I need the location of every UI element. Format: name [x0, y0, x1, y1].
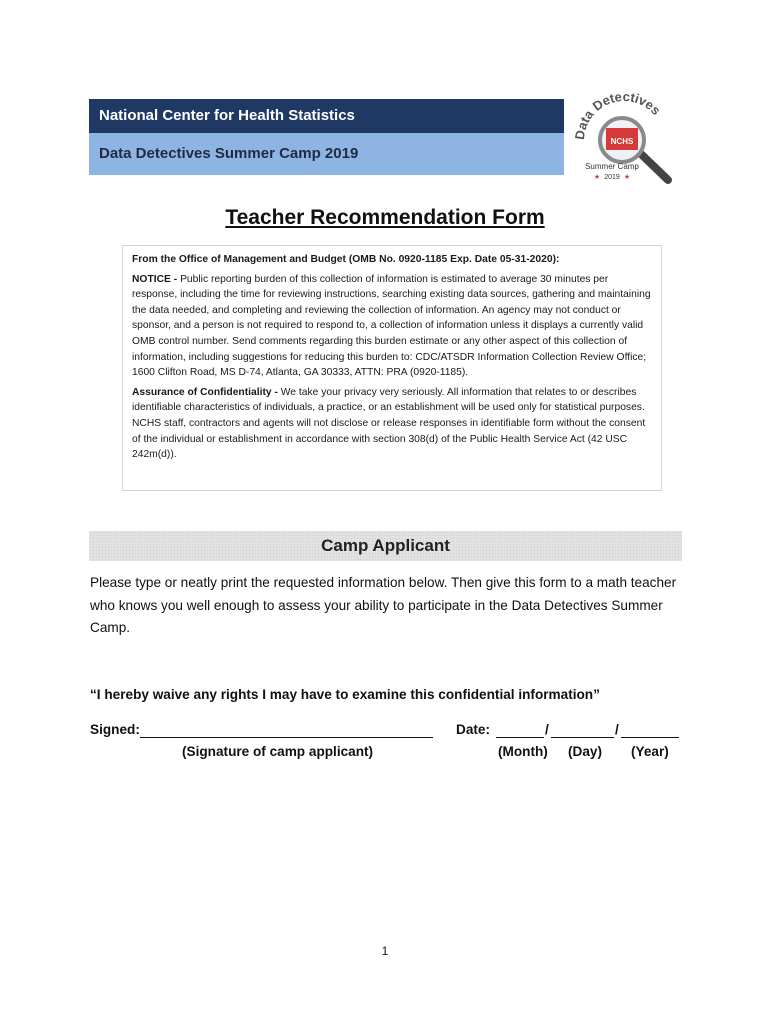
- omb-line: From the Office of Management and Budget (OMB No. 0920-1185 Exp. Date 05-31-2020):: [132, 254, 560, 265]
- year-caption: (Year): [631, 744, 669, 759]
- form-title: Teacher Recommendation Form: [225, 206, 545, 229]
- nchs-badge-text: NCHS: [610, 137, 634, 146]
- page-number: 1: [381, 944, 389, 958]
- date-slash: /: [545, 722, 549, 737]
- date-slash: /: [615, 722, 619, 737]
- header-org-text: National Center for Health Statistics: [99, 107, 355, 124]
- header-program-bar: [89, 133, 564, 175]
- header-program-text: Data Detectives Summer Camp 2019: [99, 145, 359, 162]
- header-org-bar: [89, 99, 564, 133]
- date-label: Date:: [456, 722, 490, 737]
- signature-caption: (Signature of camp applicant): [182, 744, 374, 759]
- date-day-field[interactable]: [551, 737, 614, 738]
- star-icon: ★: [623, 174, 631, 181]
- notice-label: NOTICE -: [132, 273, 178, 285]
- section-title: Camp Applicant: [321, 536, 450, 555]
- magnifier-handle: [641, 154, 668, 180]
- waiver-statement: “I hereby waive any rights I may have to examine this confidential information”: [90, 687, 600, 702]
- omb-notice-box: [122, 245, 662, 491]
- date-year-field[interactable]: [621, 737, 679, 738]
- signed-label: Signed:: [90, 722, 140, 737]
- date-month-field[interactable]: [496, 737, 544, 738]
- logo-year: 2019: [604, 174, 620, 181]
- signature-captions: [90, 744, 690, 764]
- logo-summer-camp: Summer Camp: [585, 162, 639, 171]
- signature-row: [90, 722, 690, 742]
- section-header-camp-applicant: [89, 531, 682, 561]
- logo-arc-text: Data Detectives: [571, 88, 664, 141]
- month-caption: (Month): [498, 744, 548, 759]
- data-detectives-logo: [566, 82, 682, 194]
- instructions-text: Please type or neatly print the requested information below. Then give this form to a math teacher who knows you well enough to assess your ability to participate in the Data Detectives Summer Camp.: [90, 575, 677, 635]
- day-caption: (Day): [568, 744, 602, 759]
- star-icon: ★: [593, 174, 601, 181]
- signature-field[interactable]: [140, 737, 433, 738]
- assurance-label: Assurance of Confidentiality -: [132, 386, 278, 398]
- assurance-text: We take your privacy very seriously. All information that relates to or describes identifiable characteristics of individuals, a practice, or an establishment will be used only for statistical purposes. NCHS staff, contractors and agents will not disclose or release responses in identifiable form without the consent of the individual or establishment in accordance with section 308(d) of the Public Health Service Act (42 USC 242m(d)).: [132, 386, 646, 461]
- notice-text: Public reporting burden of this collection of information is estimated to average 30 minutes per response, including the time for reviewing instructions, searching existing data sources, gathering and maintaining the data needed, and completing and reviewing the collection of information. An agency may not conduct or sponsor, and a person is not required to respond to, a collection of information unless it displays a currently valid OMB control number. Send comments regarding this burden estimate or any other aspect of this collection of information, including suggestions for reducing this burden to: CDC/ATSDR Information Collection Review Office; 1600 Clifton Road, MS D-74, Atlanta, GA 30333, ATTN: PRA (0920-1185).: [132, 273, 651, 379]
